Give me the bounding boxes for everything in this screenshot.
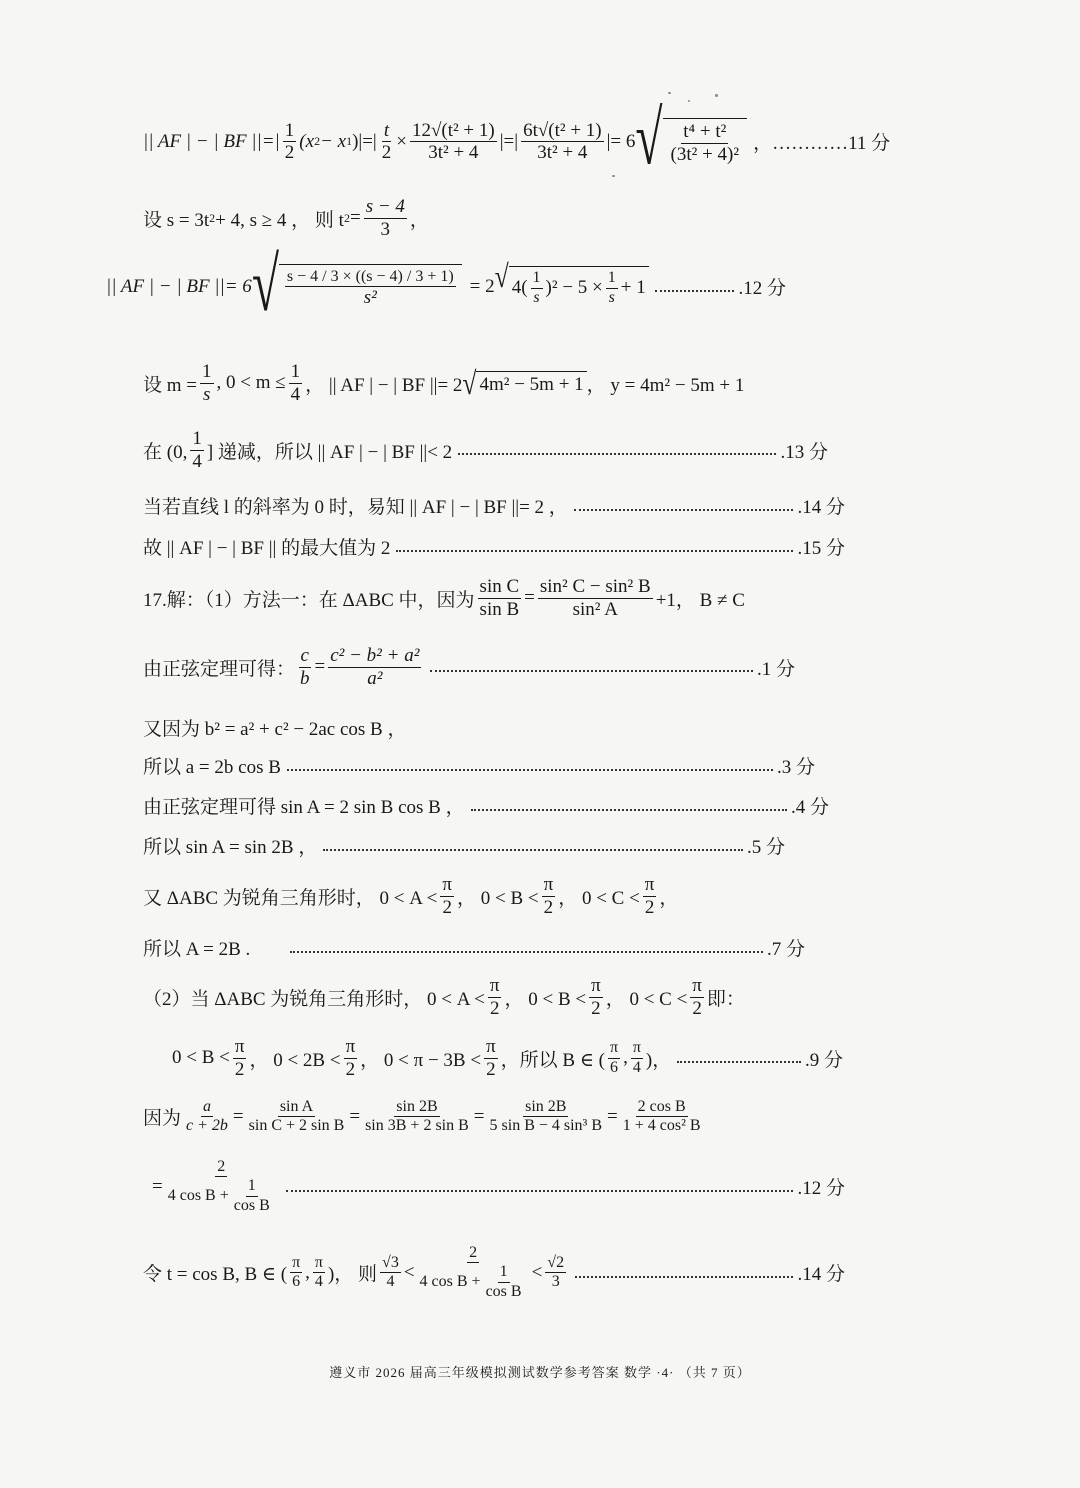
line-b-range: 0 < B < $\frac{\pi}{2}$ ， 0 < 2B < $\frac{\pi}{2}$ ， 0 < π − 3B < $\frac{\pi}{2}$ ，所以 B ∈ ( $\frac{\pi}{6}$ , $\frac{\pi}{4}$ )， .9 分	[172, 1036, 843, 1080]
line-sine-rule: 由正弦定理可得： $\frac{c}{b}$ = $\frac{\text{c² − b² + a²}}{\text{a²}}$ .1 分	[143, 645, 795, 689]
score-7: .7 分	[766, 939, 805, 960]
score-12b: .12 分	[797, 1178, 845, 1200]
line-set-s: 设 s = 3t 2 + 4, s ≥ 4 ， 则 t 2 = $\frac{s - 4}{3}$ ，	[143, 196, 429, 240]
line-set-m: 设 m = $\frac{1}{s}$ , 0 < m ≤ $\frac{1}{4}$ ， || AF | − | BF ||= 2 √ 4m² − 5m + 1 ， y = 4m² − 5m + 1	[143, 361, 745, 405]
expr-lhs: || AF | − | BF ||=|	[143, 130, 280, 152]
line-simplified: = 2 4 cos B + $\frac{1}{\text{cos B}}$ .12 分	[152, 1158, 845, 1214]
sqrt-radical: √ $\frac{\text{t⁴ + t²}}{\text{(3t² + 4)²}}$	[635, 118, 747, 166]
frac-t-over-2: $\frac{t}{2}$	[381, 119, 392, 164]
score-14a: .14 分	[797, 497, 845, 518]
line-ratio-chain: 因为 $\frac{a}{c + 2b}$ = $\frac{\text{sin A}}{\text{sin C + 2 sin B}}$ = $\frac{\sin 2B}{\text{sin 3B + 2 sin B}}$ = $\frac{\sin 2B}{\text{5 sin B − 4 sin³ B}}$ = $\frac{\text{2 cos B}}{\text{1 + 4 cos² B}}$	[143, 1098, 701, 1135]
score-14b: .14 分	[797, 1264, 845, 1286]
score-4: .4 分	[790, 797, 829, 818]
line-max-value: 故 || AF | − | BF || 的最大值为 2 .15 分	[143, 533, 845, 560]
score-15: .15 分	[797, 538, 845, 559]
frac-6t-sqrt: $\frac{\text{6t√(t² + 1)}}{\text{3t² + 4}}$	[523, 119, 602, 164]
line-af-bf-expression: || AF | − | BF ||=| $\frac{1}{2}$ (x 2 − x 1 )|=| $\frac{t}{2}$ × $\frac{\text{12√(t² + 1)}}{\text{3t² + 4}}$ |=| $\frac{\text{6t√(t² + 1)}}{\text{3t² + 4}}$ |= 6 √ $\frac{\text{t⁴ + t²}}{\text{(3t² + 4)²}}$ ， …………11 分	[143, 95, 891, 181]
line-sin-a-sin2b: 所以 sin A = sin 2B ， .5 分	[143, 832, 785, 859]
line-decreasing: 在 (0, $\frac{1}{4}$ ] 递减，所以 || AF | − | BF ||< 2 .13 分	[143, 428, 828, 472]
score-12a: .12 分	[738, 278, 786, 300]
line-part-2: （2）当 ΔABC 为锐角三角形时， 0 < A < $\frac{\pi}{2}$ ， 0 < B < $\frac{\pi}{2}$ ， 0 < C < $\frac{\pi}{2}$ 即：	[143, 975, 745, 1019]
line-a-2bcosb: 所以 a = 2b cos B .3 分	[143, 752, 815, 779]
line-problem-17: 17.解：（1）方法一：在 ΔABC 中，因为 $\frac{\text{sin C}}{\text{sin B}}$ = $\frac{\text{sin² C − sin² B}}{\text{sin² A}}$ +1， B ≠ C	[143, 576, 745, 620]
scan-speck	[715, 94, 718, 97]
score-1: .1 分	[756, 658, 795, 680]
score-3: .3 分	[776, 757, 815, 778]
score-9: .9 分	[804, 1049, 843, 1071]
score-5: .5 分	[746, 837, 785, 858]
line-slope-zero: 当若直线 l 的斜率为 0 时，易知 || AF | − | BF ||= 2 ， .14 分	[143, 492, 845, 519]
sqrt-radical-inner: √ 4( $\frac{1}{s}$ )² − 5 × $\frac{1}{s}$ + 1	[495, 266, 649, 307]
page-footer: 遵义市 2026 届高三年级模拟测试数学参考答案 数学 ·4· （共 7 页）	[329, 1365, 751, 1380]
frac-12-sqrt: $\frac{\text{12√(t² + 1)}}{\text{3t² + 4}}$	[411, 119, 495, 164]
frac-one-half: $\frac{1}{2}$	[284, 119, 295, 164]
score-11: …………11 分	[772, 133, 891, 155]
scan-speck	[612, 175, 615, 177]
line-sin-a: 由正弦定理可得 sin A = 2 sin B cos B ， .4 分	[143, 792, 829, 819]
scan-speck	[688, 100, 690, 102]
sqrt-radical-s: √ $\frac{s - 4 / 3 \times ((s - 4) / 3 + 1)}{\text{s²}}$	[252, 264, 462, 309]
scan-speck	[668, 92, 671, 94]
line-a-2b: 所以 A = 2B . .7 分	[143, 934, 805, 961]
line-acute-triangle: 又 ΔABC 为锐角三角形时， 0 < A < $\frac{\pi}{2}$ ， 0 < B < $\frac{\pi}{2}$ ， 0 < C < $\frac{\pi}{2}$ ，	[143, 874, 679, 918]
score-13: .13 分	[780, 441, 828, 463]
line-let-t: 令 t = cos B, B ∈ ( $\frac{\pi}{6}$ , $\frac{\pi}{4}$ )， 则 $\frac{√3}{4}$ < 2 4 cos B + $\frac{1}{\text{cos B}}$ < $\frac{√2}{3}$ .14 分	[143, 1244, 845, 1300]
line-af-bf-in-s: || AF | − | BF ||= 6 √ $\frac{s - 4 / 3 \times ((s - 4) / 3 + 1)}{\text{s²}}$ = 2 √ 4( $\frac{1}{s}$ )² − 5 × $\frac{1}{s}$ + 1 .12 分	[106, 241, 786, 328]
frac-s4-3: $\frac{s - 4}{3}$	[365, 196, 405, 240]
line-cosine-rule: 又因为 b² = a² + c² − 2ac cos B ，	[143, 719, 407, 740]
sqrt-radical-m: √ 4m² − 5m + 1	[462, 371, 586, 397]
